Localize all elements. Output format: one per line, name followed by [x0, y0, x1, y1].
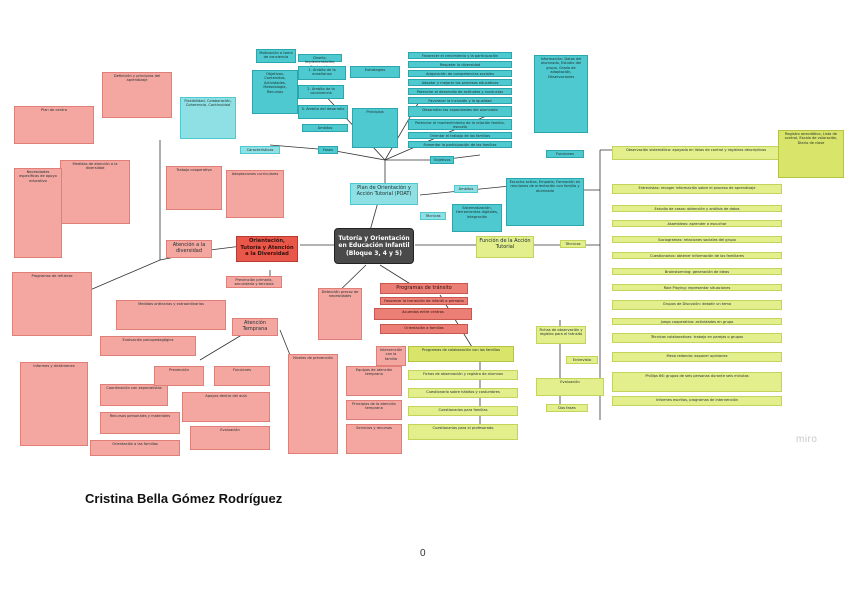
miro-watermark: miro: [796, 434, 818, 445]
label-techniques-right[interactable]: Técnicas: [560, 240, 586, 248]
label-ambitos-tl[interactable]: Ámbitos: [454, 185, 478, 193]
family-sheet-1[interactable]: Fichas de observación y registro de alumnos: [408, 370, 518, 380]
family-sheet-3[interactable]: Cuestionarios para familias: [408, 406, 518, 416]
label-interview[interactable]: Entrevista: [566, 356, 598, 364]
objective-8[interactable]: Potenciar el mantenimiento de la relación familia-escuela: [408, 119, 512, 130]
label-phases[interactable]: Fases: [318, 146, 338, 154]
early-services[interactable]: Servicios y recursos: [346, 424, 402, 454]
diversity-classroom[interactable]: Apoyos dentro del aula: [182, 392, 270, 422]
technique-collaborative[interactable]: Técnicas colaborativas: trabajo en parejas o grupos: [612, 333, 782, 343]
evaluation-list[interactable]: Registro anecdótico, Lista de control, Escala de valoración, Diario de clase: [778, 130, 844, 178]
observation-sheets[interactable]: Fichas de observación y registro para el tránsito: [536, 326, 586, 344]
objectives-list[interactable]: Objetivos, Contenidos, Actividades, Metodología, Recursos: [252, 70, 298, 114]
diversity-families[interactable]: Orientación a las familias: [90, 440, 180, 456]
diversity-measures[interactable]: Medidas de atención a la diversidad: [60, 160, 130, 224]
label-objectives[interactable]: Objetivos: [430, 156, 454, 164]
ambit-coexistence[interactable]: 2. Ámbito de la convivencia: [298, 85, 344, 99]
objective-3[interactable]: Adquisición de competencias sociales: [408, 70, 512, 77]
label-strategies[interactable]: Estrategias: [350, 66, 400, 78]
diversity-reinforcement[interactable]: Programas de refuerzo: [12, 272, 92, 336]
branch-tutorial-function[interactable]: Función de la Acción Tutorial: [476, 236, 534, 258]
phases-design[interactable]: Diseño, Implementación,: [298, 54, 342, 62]
early-detection[interactable]: Detección precoz de necesidades: [318, 288, 362, 340]
objective-4[interactable]: Adaptar y mejorar los procesos educativos: [408, 79, 512, 86]
technique-assemblies[interactable]: Asambleas: aprender a escuchar: [612, 220, 782, 227]
early-prevention-types[interactable]: Prevención primaria, secundaria y terciaria: [226, 276, 282, 288]
family-sheet-2[interactable]: Cuestionario sobre hábitos y costumbres: [408, 388, 518, 398]
technique-phillips-66[interactable]: Phillips 66: grupos de seis personas durante seis minutos: [612, 372, 782, 392]
technique-round-table[interactable]: Mesa redonda: exponer opiniones: [612, 352, 782, 362]
diversity-ordinary[interactable]: Medidas ordinarias y extraordinarias: [116, 300, 226, 330]
family-programs[interactable]: Programas de colaboración con las familias: [408, 346, 514, 362]
diversity-cooperative[interactable]: Trabajo cooperativo: [166, 166, 222, 210]
technique-observation[interactable]: Observación sistemática: apoyada en listas de control y registros descriptivos: [612, 146, 780, 160]
objective-1[interactable]: Favorecer el crecimiento y la participación: [408, 52, 512, 59]
technique-brainstorming[interactable]: Brainstorming: generación de ideas: [612, 268, 782, 275]
objective-6[interactable]: Favorecer la inclusión y la igualdad: [408, 97, 512, 104]
diversity-curricular[interactable]: Adaptaciones curriculares: [226, 170, 284, 218]
interview-text[interactable]: Escucha activa, Empatía, Formación en reuniones de orientación con familia y alumnado: [506, 178, 584, 226]
diversity-prevention[interactable]: Prevención: [154, 366, 204, 386]
techniques-list[interactable]: Sistematización, Herramientas digitales, Integración: [452, 204, 502, 232]
objective-9[interactable]: Orientar el trabajo de las familias: [408, 132, 512, 139]
page-number: 0: [420, 548, 426, 559]
label-evaluation[interactable]: Evaluación: [536, 378, 604, 396]
branch-early-attention[interactable]: Atención Temprana: [232, 318, 278, 336]
study-information[interactable]: Información: Datos del alumnado, Estudio del grupo, Grado de adaptación, Observaciones: [534, 55, 588, 133]
diversity-definition[interactable]: Definición y principios del aprendizaje: [102, 72, 172, 118]
transition-1[interactable]: Favorecer la transición de infantil a primaria: [380, 297, 468, 305]
ambit-teaching[interactable]: 1. Ámbito de la enseñanza: [298, 66, 346, 80]
technique-case-study[interactable]: Estudio de casos: obtención y análisis de datos: [612, 205, 782, 212]
technique-role-playing[interactable]: Role Playing: representar situaciones: [612, 284, 782, 291]
diversity-evaluation[interactable]: Evaluación psicopedagógica: [100, 336, 196, 356]
transition-3[interactable]: Orientación a familias: [380, 324, 468, 334]
technique-reports[interactable]: Informes escritos, programas de intervención: [612, 396, 782, 406]
early-prevention-levels[interactable]: Niveles de prevención: [288, 354, 338, 454]
label-two-phases[interactable]: Dos fases: [546, 404, 588, 412]
branch-poat-plan[interactable]: Plan de Orientación y Acción Tutorial (POAT): [350, 183, 418, 205]
transition-2[interactable]: Acuerdos entre centros: [374, 308, 472, 320]
label-principles[interactable]: Principios: [352, 108, 398, 148]
author-name: Cristina Bella Gómez Rodríguez: [85, 491, 283, 506]
early-principles[interactable]: Principios de la atención temprana: [346, 400, 402, 420]
label-characteristics[interactable]: Características: [240, 146, 280, 154]
ambit-development[interactable]: 3. Ámbito del desarrollo: [298, 105, 348, 119]
diversity-evaluation-2[interactable]: Evaluación: [190, 426, 270, 450]
diversity-coordination[interactable]: Coordinación con especialistas: [100, 384, 168, 406]
characteristics-list[interactable]: Flexibilidad, Colaboración, Coherencia, Continuidad: [180, 97, 236, 139]
diversity-resources[interactable]: Recursos personales y materiales: [100, 412, 180, 434]
diversity-needs[interactable]: Necesidades específicas de apoyo educativo: [14, 168, 62, 258]
objective-2[interactable]: Respetar la diversidad: [408, 61, 512, 68]
label-functions[interactable]: Funciones: [546, 150, 584, 158]
technique-sociograms[interactable]: Sociogramas: relaciones sociales del grupo: [612, 236, 782, 243]
phases-motivation[interactable]: Motivación o toma de conciencia: [256, 49, 296, 63]
label-ambits[interactable]: Ámbitos: [302, 124, 348, 132]
technique-questionnaires[interactable]: Cuestionarios: obtener información de los familiares: [612, 252, 782, 259]
objective-7[interactable]: Desarrollar las capacidades del alumnado: [408, 106, 512, 117]
family-sheet-4[interactable]: Cuestionarios para el profesorado: [408, 424, 518, 440]
label-techniques[interactable]: Técnicas: [420, 212, 446, 220]
central-topic[interactable]: Tutoría y Orientación en Educación Infantil (Bloque 3, 4 y 5): [334, 228, 414, 264]
objective-5[interactable]: Potenciar el desarrollo de actitudes y conductas: [408, 88, 512, 95]
technique-interviews[interactable]: Entrevistas: recoger información sobre el proceso de aprendizaje: [612, 184, 782, 194]
technique-discussion[interactable]: Grupos de Discusión: debatir un tema: [612, 300, 782, 310]
early-teams[interactable]: Equipos de atención temprana: [346, 366, 402, 396]
objective-10[interactable]: Fomentar la participación de las familias: [408, 141, 512, 148]
early-family-intervention[interactable]: Intervención con la familia: [376, 346, 406, 366]
branch-orientation-tutoring[interactable]: Orientación, Tutoría y Atención a la Diversidad: [236, 236, 298, 262]
diversity-reports[interactable]: Informes y dictámenes: [20, 362, 88, 446]
technique-cooperative-game[interactable]: Juego cooperativo: actividades en grupo: [612, 318, 782, 325]
branch-transition-programs[interactable]: Programas de tránsito: [380, 283, 468, 294]
diversity-center-plan[interactable]: Plan de centro: [14, 106, 94, 144]
diversity-functions[interactable]: Funciones: [214, 366, 270, 386]
branch-diversity[interactable]: Atención a la diversidad: [166, 240, 212, 258]
